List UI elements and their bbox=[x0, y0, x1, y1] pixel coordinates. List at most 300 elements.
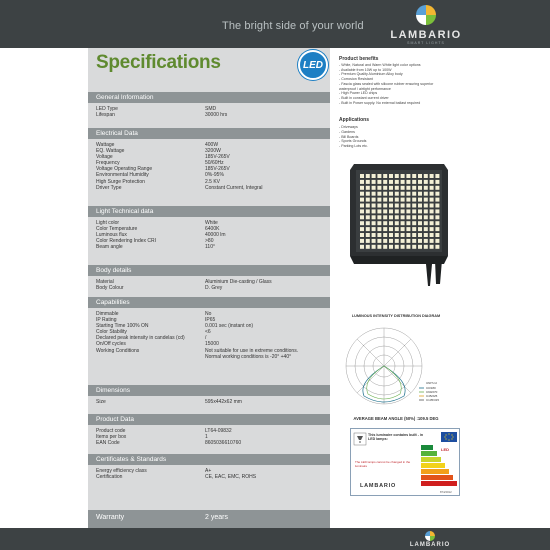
led-chip bbox=[377, 192, 381, 196]
led-chip bbox=[412, 198, 416, 202]
led-chip bbox=[377, 215, 381, 219]
led-chip bbox=[389, 221, 393, 225]
spec-value: CE, EAC, EMC, ROHS bbox=[205, 474, 257, 481]
spec-value: SMD bbox=[205, 106, 217, 112]
led-chip bbox=[366, 227, 370, 231]
led-chip bbox=[412, 227, 416, 231]
led-chip bbox=[389, 239, 393, 243]
led-chip bbox=[435, 198, 439, 202]
led-chip bbox=[401, 174, 405, 178]
benefit-item: waterproof / airtight performance bbox=[339, 86, 391, 91]
led-chip bbox=[383, 204, 387, 208]
spec-key: LED Type bbox=[96, 106, 118, 112]
spec-value: Normal working conditions is -20° +40° bbox=[205, 353, 292, 360]
spec-value: 3200W bbox=[205, 148, 221, 155]
benefit-item: - Built in constant current driver bbox=[339, 95, 389, 100]
led-chip bbox=[372, 245, 376, 249]
section-heading: Body details bbox=[88, 265, 330, 276]
spec-value: 185V-265V bbox=[205, 166, 230, 173]
led-chip bbox=[395, 221, 399, 225]
led-chip bbox=[430, 174, 434, 178]
spec-key: Certification bbox=[96, 474, 123, 481]
led-chip bbox=[383, 186, 387, 190]
led-chip bbox=[430, 198, 434, 202]
spec-value: A+ bbox=[205, 468, 212, 474]
spec-value: 595x442x62 mm bbox=[205, 399, 242, 405]
led-chip bbox=[360, 239, 364, 243]
led-chip bbox=[377, 233, 381, 237]
led-chip bbox=[418, 227, 422, 231]
led-chip bbox=[401, 221, 405, 225]
led-chip bbox=[418, 221, 422, 225]
led-chip bbox=[406, 233, 410, 237]
led-chip bbox=[377, 204, 381, 208]
led-chip bbox=[412, 239, 416, 243]
led-chip bbox=[412, 233, 416, 237]
led-chip bbox=[406, 239, 410, 243]
spec-key: Luminous flux bbox=[96, 232, 127, 239]
spec-row bbox=[96, 440, 241, 446]
led-chip bbox=[424, 174, 428, 178]
led-chip bbox=[401, 192, 405, 196]
footer-logo bbox=[405, 528, 455, 550]
led-chip bbox=[389, 174, 393, 178]
led-chip bbox=[412, 209, 416, 213]
led-chip bbox=[372, 198, 376, 202]
led-chip bbox=[360, 245, 364, 249]
applications-list bbox=[339, 125, 368, 149]
applications-title: Applications bbox=[339, 117, 370, 123]
energy-label-text: This luminaire contains built - in LED lamps: bbox=[368, 433, 424, 442]
led-chip bbox=[389, 227, 393, 231]
led-chip bbox=[360, 204, 364, 208]
led-chip bbox=[418, 180, 422, 184]
spec-key: Starting Time 100% ON bbox=[96, 323, 149, 330]
led-chip bbox=[435, 209, 439, 213]
led-chip bbox=[366, 198, 370, 202]
floodlight-product-image bbox=[340, 160, 456, 288]
application-item: - Sports Grounds bbox=[339, 139, 367, 144]
spec-key: EQ. Wattage bbox=[96, 148, 125, 155]
led-chip bbox=[395, 192, 399, 196]
led-chip bbox=[389, 215, 393, 219]
svg-text:C45/225: C45/225 bbox=[426, 394, 438, 398]
led-chip bbox=[383, 192, 387, 196]
tagline: The bright side of your world bbox=[222, 20, 364, 32]
led-chip bbox=[377, 174, 381, 178]
led-chip bbox=[395, 227, 399, 231]
section-heading: Light Technical data bbox=[88, 206, 330, 217]
led-chip bbox=[395, 239, 399, 243]
led-chip bbox=[395, 174, 399, 178]
led-chip bbox=[418, 245, 422, 249]
svg-text:C90/270: C90/270 bbox=[426, 390, 438, 394]
led-chip bbox=[430, 245, 434, 249]
led-chip bbox=[406, 192, 410, 196]
led-chip bbox=[360, 215, 364, 219]
led-chip bbox=[435, 174, 439, 178]
led-chip bbox=[366, 239, 370, 243]
led-chip bbox=[389, 198, 393, 202]
led-chip bbox=[395, 186, 399, 190]
led-chip bbox=[372, 221, 376, 225]
led-chip bbox=[366, 221, 370, 225]
spec-value: 400W bbox=[205, 142, 219, 148]
spec-key: On/Off cycles bbox=[96, 341, 126, 348]
benefit-item: - Available from 10W up to 100W bbox=[339, 67, 392, 72]
led-chip bbox=[389, 209, 393, 213]
led-chip bbox=[395, 215, 399, 219]
led-chip bbox=[424, 186, 428, 190]
benefit-item: - High Power LED chips bbox=[339, 91, 378, 96]
spec-value: 185V-265V bbox=[205, 154, 230, 161]
section-heading: General Information bbox=[88, 92, 330, 103]
spec-value: / bbox=[205, 335, 207, 342]
spec-key: Environmental Humidity bbox=[96, 172, 149, 179]
led-chip bbox=[412, 221, 416, 225]
spec-key: Frequency bbox=[96, 160, 120, 167]
led-badge: LED bbox=[298, 50, 328, 80]
luminous-diagram-title: LUMINOUS INTENSITY DISTRIBUTION DIAGRAM bbox=[351, 314, 441, 318]
section-rows bbox=[96, 220, 226, 250]
spec-key bbox=[96, 354, 205, 360]
section-rows bbox=[96, 106, 227, 118]
warranty-label: Warranty bbox=[96, 514, 125, 521]
led-chip bbox=[424, 245, 428, 249]
led-chip bbox=[435, 239, 439, 243]
led-chip bbox=[372, 209, 376, 213]
benefit-item: - White, Natural and Warm White light color options bbox=[339, 63, 421, 67]
spec-value: 2.5 KV bbox=[205, 178, 221, 185]
spec-key: Size bbox=[96, 399, 106, 405]
led-chip bbox=[430, 239, 434, 243]
led-chip bbox=[377, 245, 381, 249]
led-chip bbox=[435, 227, 439, 231]
led-chip bbox=[377, 198, 381, 202]
spec-key: Body Colour bbox=[96, 285, 124, 292]
application-item: - Parking Lots etc. bbox=[339, 144, 368, 149]
led-chip bbox=[418, 204, 422, 208]
energy-label-led: LED bbox=[441, 447, 449, 452]
led-chip bbox=[366, 180, 370, 184]
led-chip bbox=[395, 198, 399, 202]
led-chip bbox=[435, 186, 439, 190]
brand-logo bbox=[376, 0, 476, 48]
spec-value: 6400K bbox=[205, 226, 220, 233]
svg-text:C0/180: C0/180 bbox=[426, 386, 436, 390]
led-chip bbox=[401, 198, 405, 202]
spec-row bbox=[96, 112, 227, 118]
warranty-value: 2 years bbox=[205, 514, 228, 521]
led-chip bbox=[360, 233, 364, 237]
led-chip bbox=[372, 227, 376, 231]
led-chip bbox=[401, 186, 405, 190]
polar-distribution-diagram bbox=[338, 322, 458, 414]
led-chip bbox=[360, 221, 364, 225]
led-chip bbox=[395, 245, 399, 249]
spec-row bbox=[96, 474, 256, 480]
section-rows bbox=[96, 279, 272, 291]
led-chip bbox=[424, 215, 428, 219]
energy-label-brand: LAMBARIO bbox=[360, 483, 397, 489]
led-chip bbox=[366, 209, 370, 213]
spec-row bbox=[96, 244, 226, 250]
led-chip bbox=[401, 233, 405, 237]
led-chip bbox=[366, 245, 370, 249]
led-chip bbox=[366, 215, 370, 219]
led-chip bbox=[406, 245, 410, 249]
section-rows bbox=[96, 428, 241, 446]
spec-key: Voltage Operating Range bbox=[96, 166, 153, 173]
led-chip bbox=[406, 186, 410, 190]
led-chip bbox=[406, 180, 410, 184]
spec-key: High Surge Protection bbox=[96, 178, 145, 185]
led-chip bbox=[366, 233, 370, 237]
led-chip bbox=[418, 174, 422, 178]
led-chip bbox=[406, 198, 410, 202]
led-chip bbox=[424, 239, 428, 243]
led-chip bbox=[401, 239, 405, 243]
led-chip bbox=[424, 221, 428, 225]
led-chip bbox=[395, 209, 399, 213]
spec-value: 30000 hrs bbox=[205, 112, 228, 119]
led-chip bbox=[430, 192, 434, 196]
spec-value: 110° bbox=[205, 244, 215, 251]
logo-subtitle: SMART LIGHTS bbox=[407, 41, 445, 45]
application-item: - Driveways bbox=[339, 125, 358, 129]
led-chip bbox=[372, 180, 376, 184]
led-chip bbox=[366, 174, 370, 178]
led-chip bbox=[383, 227, 387, 231]
spec-key: Lifespan bbox=[96, 112, 115, 119]
led-chip bbox=[424, 198, 428, 202]
section-rows bbox=[96, 311, 298, 360]
spec-value: D. Grey bbox=[205, 285, 223, 292]
led-chip bbox=[383, 180, 387, 184]
spec-key: Items per box bbox=[96, 434, 127, 441]
led-chip bbox=[360, 209, 364, 213]
spec-key: EAN Code bbox=[96, 440, 120, 447]
spec-key: Declared peak intensity in candelas (cd) bbox=[96, 335, 185, 342]
led-chip bbox=[412, 186, 416, 190]
spec-key: IP Rating bbox=[96, 317, 117, 324]
led-chip bbox=[424, 204, 428, 208]
led-chip bbox=[383, 174, 387, 178]
led-chip bbox=[360, 198, 364, 202]
energy-label-code: 874/2012 bbox=[440, 490, 452, 494]
led-chip bbox=[383, 209, 387, 213]
led-chip bbox=[360, 227, 364, 231]
section-heading: Capabilities bbox=[88, 297, 330, 308]
led-chip bbox=[366, 204, 370, 208]
led-chip bbox=[418, 186, 422, 190]
led-chip bbox=[406, 209, 410, 213]
led-chip bbox=[418, 192, 422, 196]
spec-value: 8605036610760 bbox=[205, 440, 242, 447]
led-chip bbox=[435, 233, 439, 237]
led-chip bbox=[406, 215, 410, 219]
spec-key: Material bbox=[96, 279, 114, 285]
led-chip bbox=[360, 180, 364, 184]
spec-value: 15000 bbox=[205, 341, 219, 348]
led-chip bbox=[412, 204, 416, 208]
benefit-item: - Built in Power supply. No external ballast required bbox=[339, 100, 421, 105]
spec-value: IP65 bbox=[205, 317, 216, 324]
led-chip bbox=[401, 227, 405, 231]
spec-key: Energy efficiency class bbox=[96, 468, 147, 474]
led-chip bbox=[383, 221, 387, 225]
led-chip bbox=[424, 180, 428, 184]
spec-value: 0.001 sec (instant on) bbox=[205, 323, 254, 330]
led-chip bbox=[430, 215, 434, 219]
spec-value: 1 bbox=[205, 434, 208, 441]
benefit-item: - Fascia glass sealed with silicone rubber ensuring superior bbox=[339, 81, 434, 86]
spec-value: 0%-95% bbox=[205, 172, 224, 179]
led-chip bbox=[430, 209, 434, 213]
spec-value: No bbox=[205, 311, 212, 317]
led-chip bbox=[406, 204, 410, 208]
spec-key: Light color bbox=[96, 220, 120, 226]
led-chip bbox=[389, 233, 393, 237]
led-chip bbox=[383, 215, 387, 219]
section-heading: Certificates & Standards bbox=[88, 454, 330, 465]
spec-value: Constant Current, Integral bbox=[205, 184, 263, 191]
led-chip bbox=[418, 198, 422, 202]
spec-value: LT64-09832 bbox=[205, 428, 232, 434]
spec-value: Not suitable for use in extreme conditions. bbox=[205, 347, 299, 354]
led-chip bbox=[389, 180, 393, 184]
led-chip bbox=[401, 204, 405, 208]
led-chip bbox=[430, 204, 434, 208]
spec-value: <6 bbox=[205, 329, 211, 336]
led-chip bbox=[424, 209, 428, 213]
led-chip bbox=[401, 245, 405, 249]
spec-key: Working Conditions bbox=[96, 347, 140, 354]
footer-logo-wordmark: LAMBARIO bbox=[409, 542, 451, 548]
led-chip bbox=[406, 221, 410, 225]
led-chip bbox=[435, 221, 439, 225]
led-chip bbox=[418, 233, 422, 237]
led-chip bbox=[383, 198, 387, 202]
led-chip bbox=[360, 192, 364, 196]
led-chip bbox=[383, 239, 387, 243]
beam-angle-text: AVERAGE BEAM ANGLE (50%) :109.5 DEG bbox=[353, 416, 439, 421]
led-chip bbox=[377, 209, 381, 213]
spec-row bbox=[96, 399, 242, 405]
led-chip bbox=[383, 233, 387, 237]
led-chip bbox=[360, 174, 364, 178]
led-chip bbox=[372, 186, 376, 190]
led-chip bbox=[435, 245, 439, 249]
spec-key: Color Stability bbox=[96, 329, 127, 336]
benefit-item: - Premium Quality Aluminium Alloy body bbox=[339, 72, 403, 77]
led-chip bbox=[406, 227, 410, 231]
section-heading: Dimensions bbox=[88, 385, 330, 396]
led-chip bbox=[412, 215, 416, 219]
led-chip bbox=[377, 180, 381, 184]
led-chip bbox=[366, 192, 370, 196]
spec-key: Color Rendering Index CRI bbox=[96, 238, 157, 245]
footer-band bbox=[0, 528, 550, 550]
led-chip bbox=[389, 192, 393, 196]
led-chip bbox=[372, 233, 376, 237]
led-chip bbox=[389, 204, 393, 208]
spec-value: 40000 lm bbox=[205, 232, 226, 239]
led-chip bbox=[395, 233, 399, 237]
spec-key: Dimmable bbox=[96, 311, 119, 317]
led-chip bbox=[372, 204, 376, 208]
spec-value: White bbox=[205, 220, 218, 226]
led-chip bbox=[412, 245, 416, 249]
led-chip bbox=[424, 192, 428, 196]
page-title: Specifications bbox=[96, 52, 221, 73]
spec-key: Wattage bbox=[96, 142, 115, 148]
section-rows bbox=[96, 468, 256, 480]
energy-label-note: The LED lamps cannot be changed in the luminaire bbox=[355, 460, 411, 468]
benefits-title: Product benefits bbox=[339, 56, 379, 62]
section-rows bbox=[96, 142, 263, 191]
led-chip bbox=[377, 221, 381, 225]
led-chip bbox=[424, 227, 428, 231]
led-chip bbox=[395, 204, 399, 208]
led-chip bbox=[372, 239, 376, 243]
svg-text:C135/315: C135/315 bbox=[426, 398, 440, 402]
svg-text:UNIT:cd: UNIT:cd bbox=[426, 381, 437, 385]
spec-value: >80 bbox=[205, 238, 214, 245]
spec-row bbox=[96, 285, 272, 291]
led-chip bbox=[418, 209, 422, 213]
spec-key: Beam angle bbox=[96, 244, 123, 251]
led-chip bbox=[360, 186, 364, 190]
spec-key: Driver Type bbox=[96, 184, 122, 191]
led-chip bbox=[372, 174, 376, 178]
spec-row bbox=[96, 185, 263, 191]
application-item: - Gardens bbox=[339, 129, 355, 134]
led-chip bbox=[401, 180, 405, 184]
led-chip bbox=[389, 186, 393, 190]
led-chip bbox=[377, 239, 381, 243]
led-chip bbox=[435, 215, 439, 219]
led-chip bbox=[412, 180, 416, 184]
led-chip bbox=[430, 227, 434, 231]
lambario-logo-icon bbox=[408, 3, 444, 29]
led-chip bbox=[430, 233, 434, 237]
section-heading: Electrical Data bbox=[88, 128, 330, 139]
led-chip bbox=[435, 192, 439, 196]
led-chip bbox=[435, 204, 439, 208]
benefits-list bbox=[339, 63, 459, 105]
led-chip bbox=[406, 174, 410, 178]
led-chip bbox=[372, 215, 376, 219]
led-chip bbox=[401, 209, 405, 213]
led-chip bbox=[418, 215, 422, 219]
led-chip bbox=[424, 233, 428, 237]
led-chip bbox=[389, 245, 393, 249]
led-chip bbox=[430, 186, 434, 190]
led-chip bbox=[401, 215, 405, 219]
led-chip bbox=[366, 186, 370, 190]
benefit-item: - Corrosion Resistant bbox=[339, 77, 373, 82]
led-chip bbox=[430, 180, 434, 184]
spec-key: Color Temperature bbox=[96, 226, 138, 233]
section-rows bbox=[96, 399, 242, 405]
led-chip bbox=[377, 186, 381, 190]
section-heading: Product Data bbox=[88, 414, 330, 425]
led-chip bbox=[430, 221, 434, 225]
led-chip bbox=[435, 180, 439, 184]
led-chip bbox=[418, 239, 422, 243]
led-chip bbox=[412, 192, 416, 196]
